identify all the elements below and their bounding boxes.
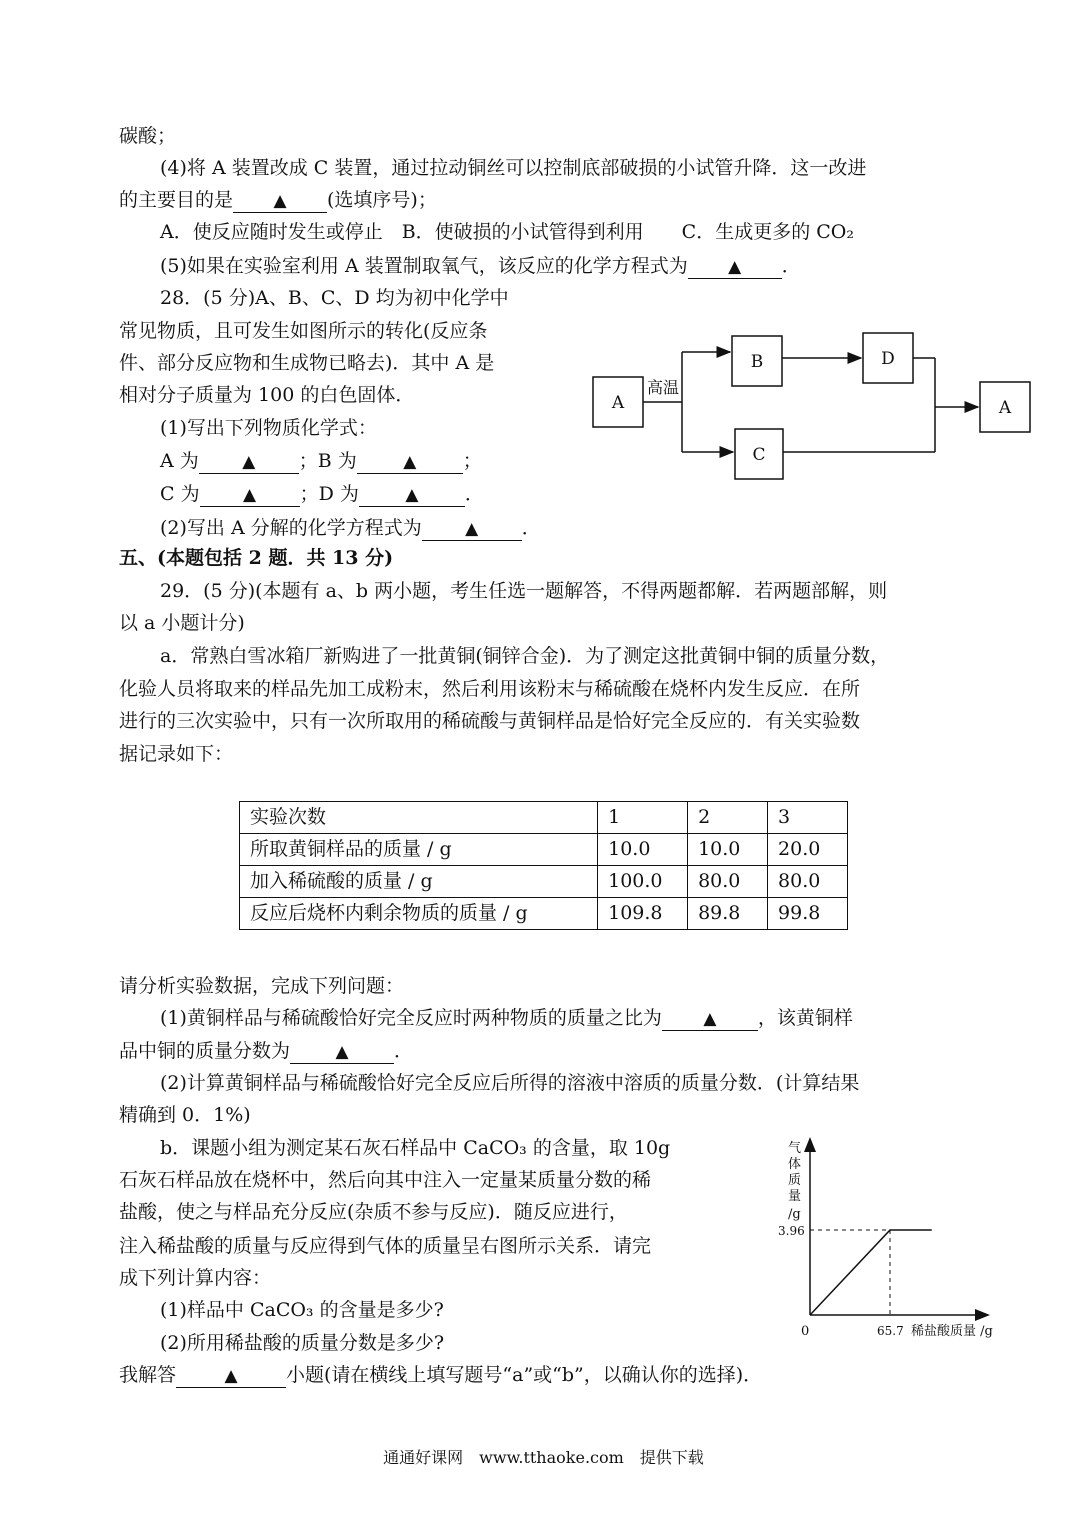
answer-choice-blank[interactable]: ▲ [176,1364,286,1388]
label-a: A [611,393,625,413]
y-tick-label: 3.96 [778,1224,805,1238]
q29b-q1: (1)样品中 CaCO₃ 的含量是多少? [160,1299,444,1321]
q28-line5: (1)写出下列物质化学式： [160,417,377,439]
table-cell: 10.0 [688,834,768,866]
y-label-unit: /g [788,1207,801,1222]
x-axis-label: 稀盐酸质量 /g [911,1324,993,1339]
table-cell: 99.8 [768,898,848,930]
q27-p5: (5)如果在实验室利用 A 装置制取氧气，该反应的化学方程式为 ▲ ． [160,255,801,277]
table-cell: 反应后烧杯内剩余物质的质量 / g [240,898,598,930]
gas-mass-line [810,1230,932,1315]
label-b: B [750,352,764,372]
answer-blank[interactable]: ▲ [688,255,782,279]
q27-tail: 碳酸； [119,125,177,147]
gas-mass-chart [772,1130,1027,1345]
y-label-char: 质 [788,1173,802,1188]
q29b-line2: 石灰石样品放在烧杯中，然后向其中注入一定量某质量分数的稀 [119,1169,652,1191]
label-condition: 高温 [646,378,680,397]
q28-line4: 相对分子质量为 100 的白色固体． [119,384,415,406]
table-cell: 3 [768,802,848,834]
q29-q1-line2: 品中铜的质量分数为 ▲ ． [119,1040,414,1062]
q29-line2: 以 a 小题计分) [119,612,245,634]
answer-blank-c[interactable]: ▲ [200,483,300,507]
answer-blank[interactable]: ▲ [233,189,327,213]
table-cell: 100.0 [598,866,688,898]
q28-ab-row: A 为 ▲ ；B 为 ▲ ； [160,450,482,472]
table-row [240,802,848,834]
q29-q1-line1: (1)黄铜样品与稀硫酸恰好完全反应时两种物质的质量之比为 ▲ ，该黄铜样 [160,1007,853,1029]
q28-p2: (2)写出 A 分解的化学方程式为 ▲ ． [160,517,541,539]
q29b-line1: b．课题小组为测定某石灰石样品中 CaCO₃ 的含量，取 10g [160,1137,671,1159]
y-label-char: 气 [788,1141,802,1156]
q29-q2-line2: 精确到 0．1%) [119,1104,251,1126]
q28-flow-diagram [585,325,1040,490]
table-row [240,866,848,898]
table-cell: 20.0 [768,834,848,866]
q29b-q2: (2)所用稀盐酸的质量分数是多少? [160,1332,445,1354]
answer-blank-a[interactable]: ▲ [199,450,299,474]
q28-cd-row: C 为 ▲ ；D 为 ▲ ． [160,483,484,505]
q29-q2-line1: (2)计算黄铜样品与稀硫酸恰好完全反应后所得的溶液中溶质的质量分数．(计算结果 [160,1072,860,1094]
table-cell: 80.0 [768,866,848,898]
table-cell: 实验次数 [240,802,598,834]
q29b-line4: 注入稀盐酸的质量与反应得到气体的质量呈右图所示关系．请完 [119,1235,652,1257]
answer-blank-b[interactable]: ▲ [357,450,463,474]
q27-p4-line1: (4)将 A 装置改成 C 装置，通过拉动铜丝可以控制底部破损的小试管升降．这一改进 [160,157,867,179]
table-row [240,834,848,866]
table-cell: 加入稀硫酸的质量 / g [240,866,598,898]
label-d: D [881,349,895,369]
answer-blank[interactable]: ▲ [422,517,522,541]
table-cell: 10.0 [598,834,688,866]
answer-blank-d[interactable]: ▲ [359,483,465,507]
x-tick-label: 65.7 [877,1324,904,1338]
origin-label: 0 [801,1324,810,1339]
label-a2: A [998,398,1012,418]
y-label-char: 量 [788,1189,802,1204]
q29a-line3: 进行的三次实验中，只有一次所取用的稀硫酸与黄铜样品是恰好完全反应的．有关实验数 [119,710,861,732]
q28-line3: 件、部分反应物和生成物已略去)．其中 A 是 [119,352,495,374]
experiment-table [239,801,848,930]
page-footer: 通通好课网 www.tthaoke.com 提供下载 [383,1448,704,1467]
q29-analyze: 请分析实验数据，完成下列问题： [119,975,405,997]
answer-choice-line: 我解答 ▲ 小题(请在横线上填写题号“a”或“b”，以确认你的选择)． [119,1364,763,1386]
q29b-line3: 盐酸，使之与样品充分反应(杂质不参与反应)．随反应进行， [119,1201,628,1223]
q27-options: A．使反应随时发生或停止 B．使破损的小试管得到利用 C．生成更多的 CO₂ [160,221,854,243]
label-c: C [752,445,766,465]
table-cell: 所取黄铜样品的质量 / g [240,834,598,866]
q28-line1: 28．(5 分)A、B、C、D 均为初中化学中 [160,287,509,309]
q29a-line2: 化验人员将取来的样品先加工成粉末，然后利用该粉末与稀硫酸在烧杯内发生反应．在所 [119,678,861,700]
q27-p4-line2: 的主要目的是 ▲ (选填序号)； [119,189,437,211]
table-row [240,898,848,930]
q29a-line1: a．常熟白雪冰箱厂新购进了一批黄铜(铜锌合金)．为了测定这批黄铜中铜的质量分数， [160,645,890,667]
answer-blank[interactable]: ▲ [662,1007,758,1031]
table-cell: 89.8 [688,898,768,930]
q29-line1: 29．(5 分)(本题有 a、b 两小题，考生任选一题解答，不得两题都解．若两题部解，则 [160,580,888,602]
table-cell: 1 [598,802,688,834]
table-cell: 2 [688,802,768,834]
q29a-line4: 据记录如下： [119,743,234,765]
table-cell: 109.8 [598,898,688,930]
section5-heading: 五、(本题包括 2 题．共 13 分) [119,547,394,569]
answer-blank[interactable]: ▲ [290,1040,394,1064]
q28-line2: 常见物质，且可发生如图所示的转化(反应条 [119,320,488,342]
q29b-line5: 成下列计算内容： [119,1267,272,1289]
table-cell: 80.0 [688,866,768,898]
y-label-char: 体 [788,1157,802,1172]
